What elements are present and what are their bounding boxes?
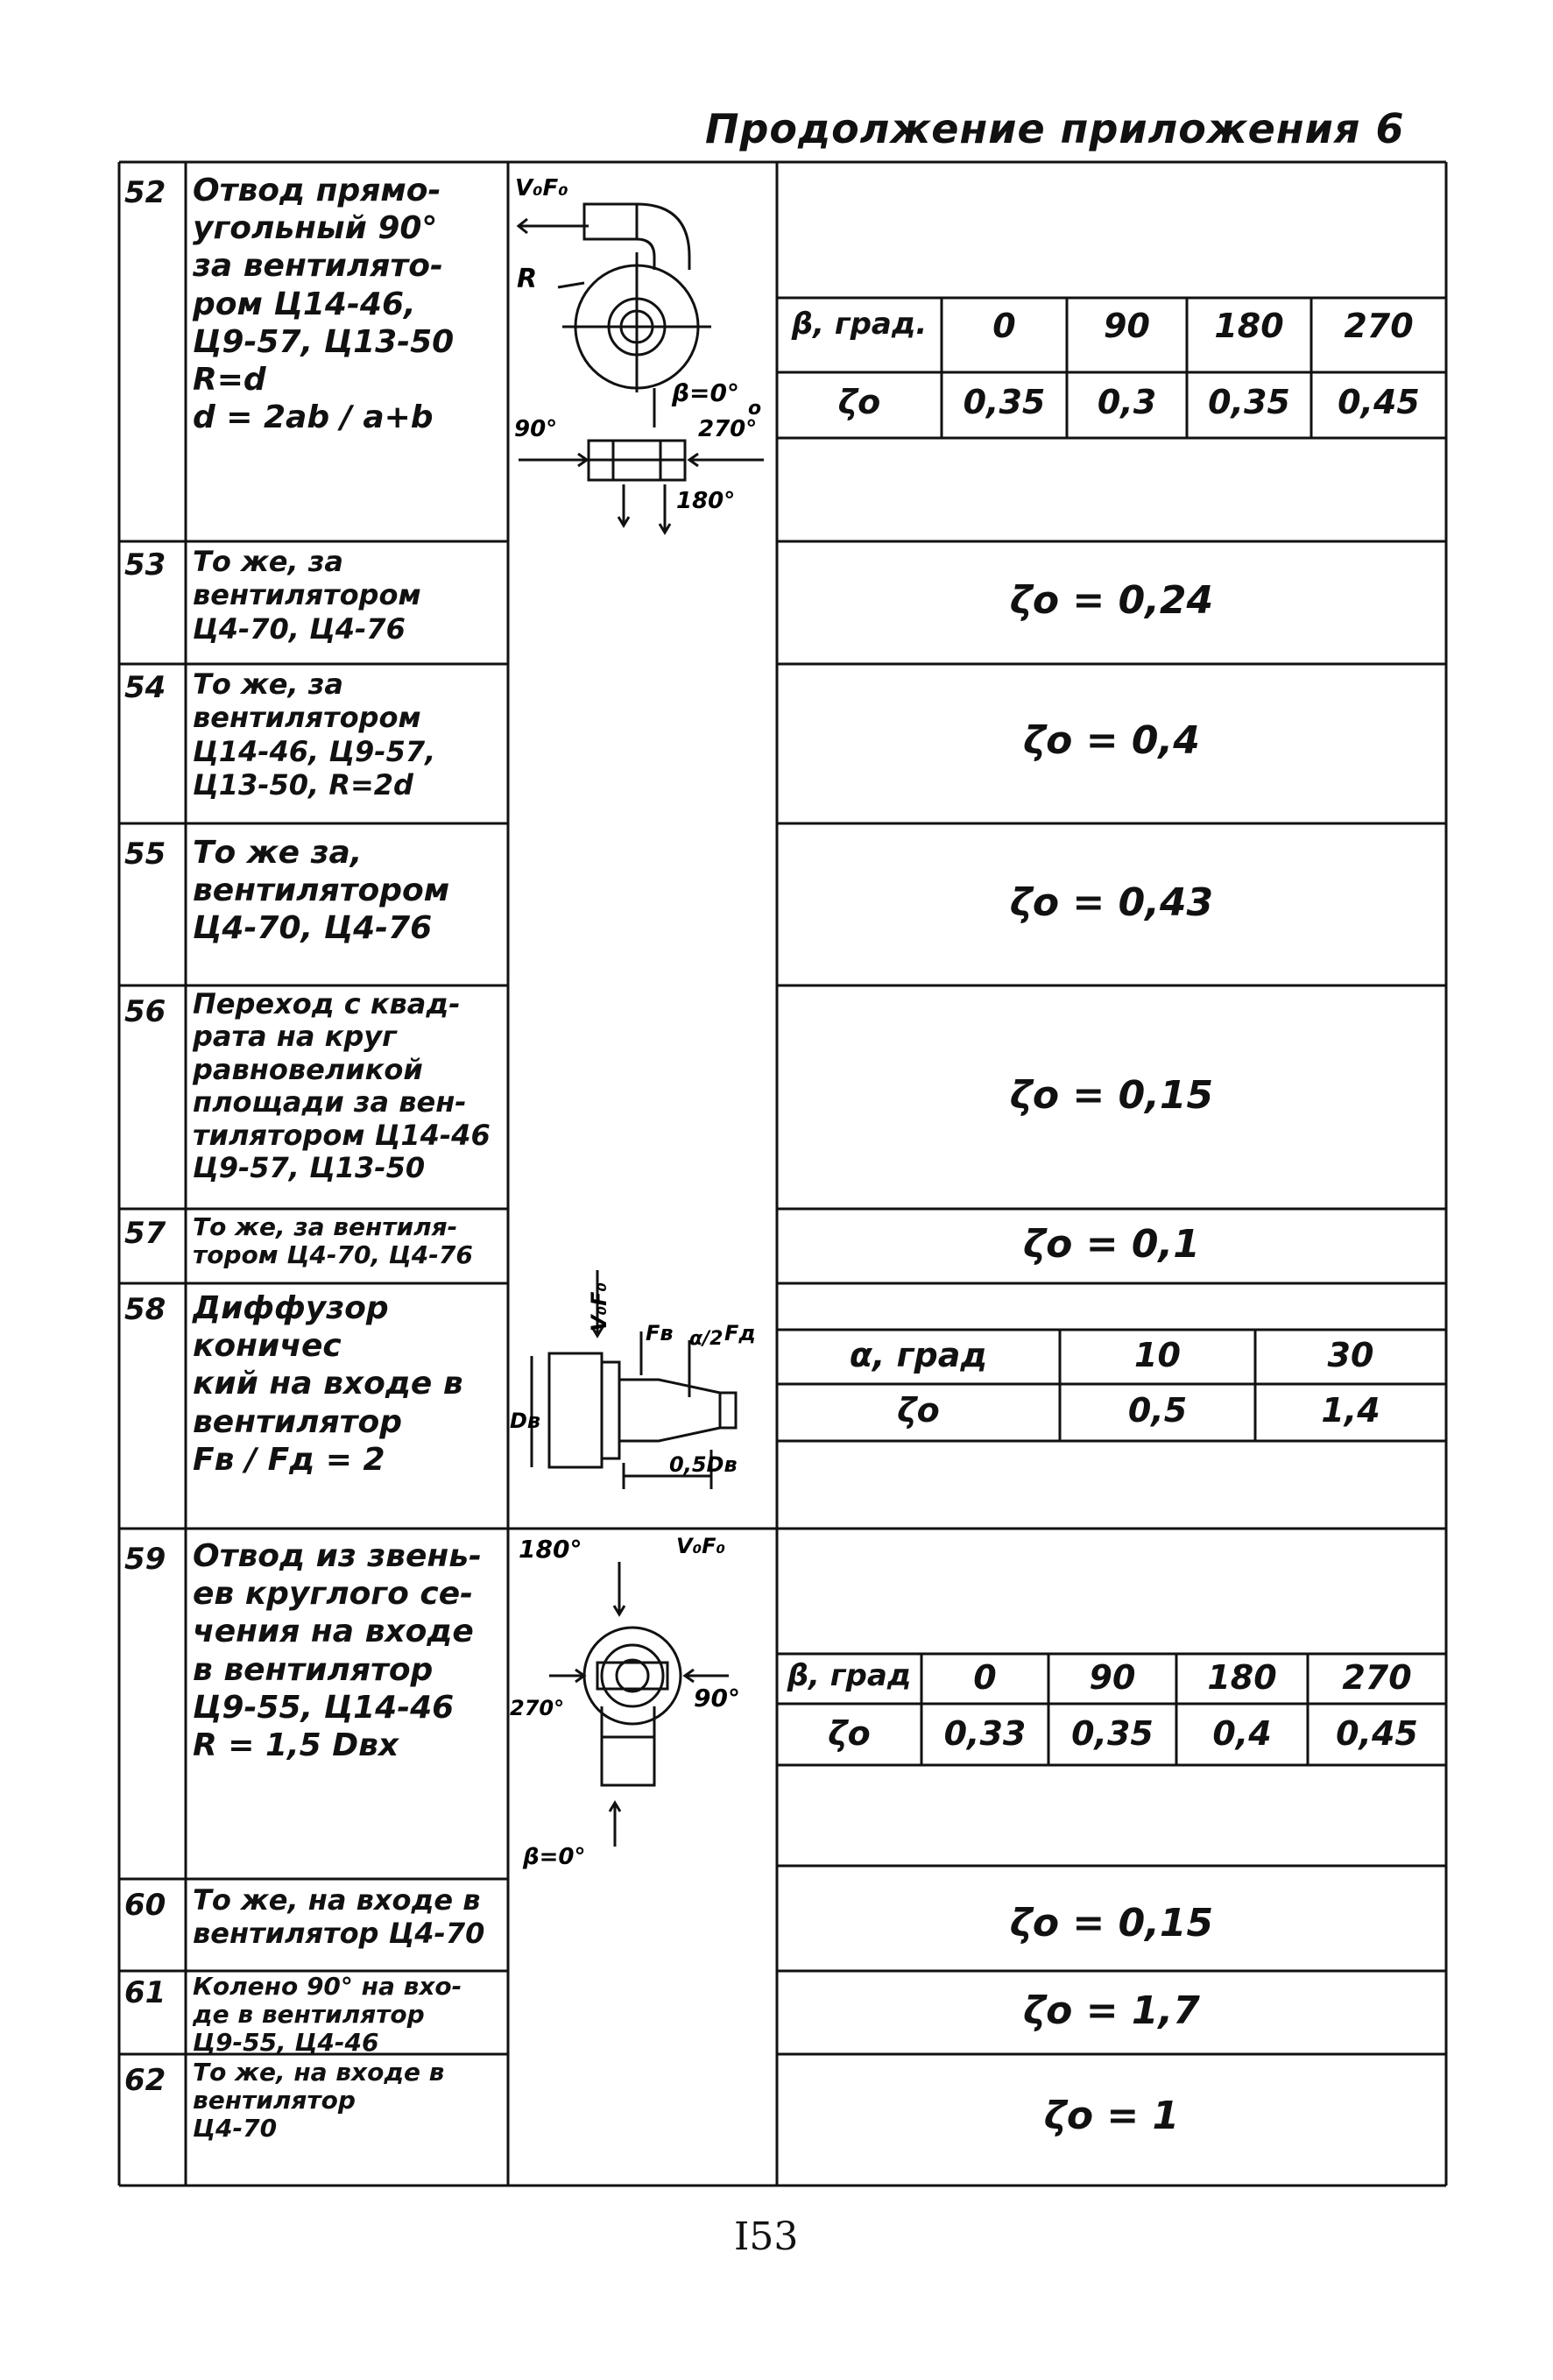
beta-label: β=0° (523, 1844, 586, 1870)
db-label: Dв (510, 1409, 541, 1433)
diffuser-diagram-58 (510, 1253, 774, 1529)
zeta-value-56: ζо = 0,15 (1009, 1073, 1214, 1118)
t58-value-cell: 0,5 (1127, 1391, 1188, 1430)
row-number: 58 (124, 1292, 166, 1327)
t59-value-cell: 0,33 (943, 1714, 1027, 1753)
zeta-value-54: ζо = 0,4 (1023, 718, 1200, 763)
fd-label: Fд (724, 1321, 756, 1345)
row-number: 59 (124, 1542, 166, 1577)
row-description: То же, за вентилятором Ц14-46, Ц9-57, Ц13-50, R=2d (193, 667, 436, 802)
row-number: 52 (124, 175, 166, 210)
t52-value-cell: 0,35 (963, 383, 1046, 421)
zeta-value-62: ζо = 1 (1043, 2094, 1180, 2138)
angle-270-label: 270° (510, 1696, 565, 1720)
t58-value-label: ζо (897, 1391, 940, 1430)
row-number: 62 (124, 2063, 166, 2098)
row-number: 53 (124, 547, 166, 583)
page-header: Продолжение приложения 6 (705, 105, 1405, 152)
row-description: То же, на входе в вентилятор Ц4-70 (193, 1883, 485, 1951)
t59-header-cell: 270 (1342, 1658, 1412, 1697)
t58-header-label: α, град (849, 1336, 988, 1374)
vf-label: V₀F₀ (515, 175, 568, 201)
angle-180-label: 180° (519, 1535, 582, 1564)
t52-value-cell: 0,35 (1208, 383, 1290, 421)
angle-90-label: 90° (514, 416, 558, 442)
half-db-label: 0,5Dв (669, 1452, 738, 1477)
t59-value-cell: 0,35 (1071, 1714, 1154, 1753)
angle-90-label: 90° (694, 1684, 740, 1713)
angle-180-label: 180° (676, 488, 736, 514)
vf-label: V₀F₀ (676, 1534, 725, 1558)
t59-value-cell: 0,4 (1212, 1714, 1272, 1753)
row-number: 55 (124, 837, 166, 872)
o-label: o (748, 398, 762, 420)
row-number: 56 (124, 994, 166, 1029)
fb-label: Fв (646, 1321, 674, 1345)
t52-header-cell: 180 (1214, 307, 1284, 345)
t58-header-cell: 30 (1327, 1336, 1374, 1374)
t52-value-cell: 0,45 (1338, 383, 1420, 421)
row-description: Отвод из звень- ев круглого се- чения на входе в вентилятор Ц9-55, Ц14-46 R = 1,5 Dвх (193, 1538, 482, 1763)
row-description: То же за, вентилятором Ц4-70, Ц4-76 (193, 835, 450, 947)
t59-header-cell: 180 (1207, 1658, 1277, 1697)
row-description: То же, за вентиля- тором Ц4-70, Ц4-76 (193, 1212, 473, 1270)
t59-header-cell: 0 (973, 1658, 997, 1697)
t52-header-cell: 0 (992, 307, 1016, 345)
row-number: 57 (124, 1216, 166, 1251)
t59-header-label: β, град (787, 1658, 912, 1693)
t52-header-label: β, град. (791, 307, 928, 342)
row-description: То же, за вентилятором Ц4-70, Ц4-76 (193, 545, 421, 646)
row-number: 61 (124, 1975, 166, 2010)
row-number: 60 (124, 1888, 166, 1923)
row-description: Переход с квад- рата на круг равновеликой площади за вен- тилятором Ц14-46 Ц9-57, Ц13-50 (193, 987, 491, 1185)
t52-value-cell: 0,3 (1097, 383, 1157, 421)
t59-value-cell: 0,45 (1336, 1714, 1418, 1753)
zeta-value-53: ζо = 0,24 (1009, 578, 1214, 623)
t59-header-cell: 90 (1089, 1658, 1136, 1697)
r-label: R (517, 264, 538, 294)
row-number: 54 (124, 670, 166, 705)
row-description: То же, на входе в вентилятор Ц4-70 (193, 2058, 445, 2143)
row-description: Отвод прямо- угольный 90° за вентилято- ром Ц14-46, Ц9-57, Ц13-50 R=d d = 2ab / a+b (193, 173, 455, 436)
row-description: Колено 90° на вхо- де в вентилятор Ц9-55, Ц4-46 (193, 1972, 462, 2058)
zeta-value-61: ζо = 1,7 (1023, 1988, 1200, 2033)
t52-header-cell: 90 (1104, 307, 1150, 345)
alpha-half-label: α/2 (689, 1328, 724, 1350)
zeta-value-60: ζо = 0,15 (1009, 1901, 1214, 1946)
page-number: I53 (734, 2214, 799, 2259)
angle-270-label: 270° (698, 416, 758, 442)
zeta-value-57: ζо = 0,1 (1023, 1222, 1200, 1267)
elbow-diagram-52 (510, 165, 774, 541)
row-description: Диффузор коничес кий на входе в вентилятор Fв / Fд = 2 (193, 1290, 463, 1478)
beta-label: β=0° (672, 378, 739, 407)
t59-value-label: ζо (828, 1714, 871, 1753)
t52-header-cell: 270 (1344, 307, 1414, 345)
t52-value-label: ζо (837, 383, 881, 421)
zeta-value-55: ζо = 0,43 (1009, 880, 1214, 925)
t58-header-cell: 10 (1134, 1336, 1181, 1374)
elbow-diagram-59 (510, 1531, 774, 1877)
t58-value-cell: 1,4 (1321, 1391, 1380, 1430)
vf-label: V₀F₀ (587, 1282, 611, 1331)
